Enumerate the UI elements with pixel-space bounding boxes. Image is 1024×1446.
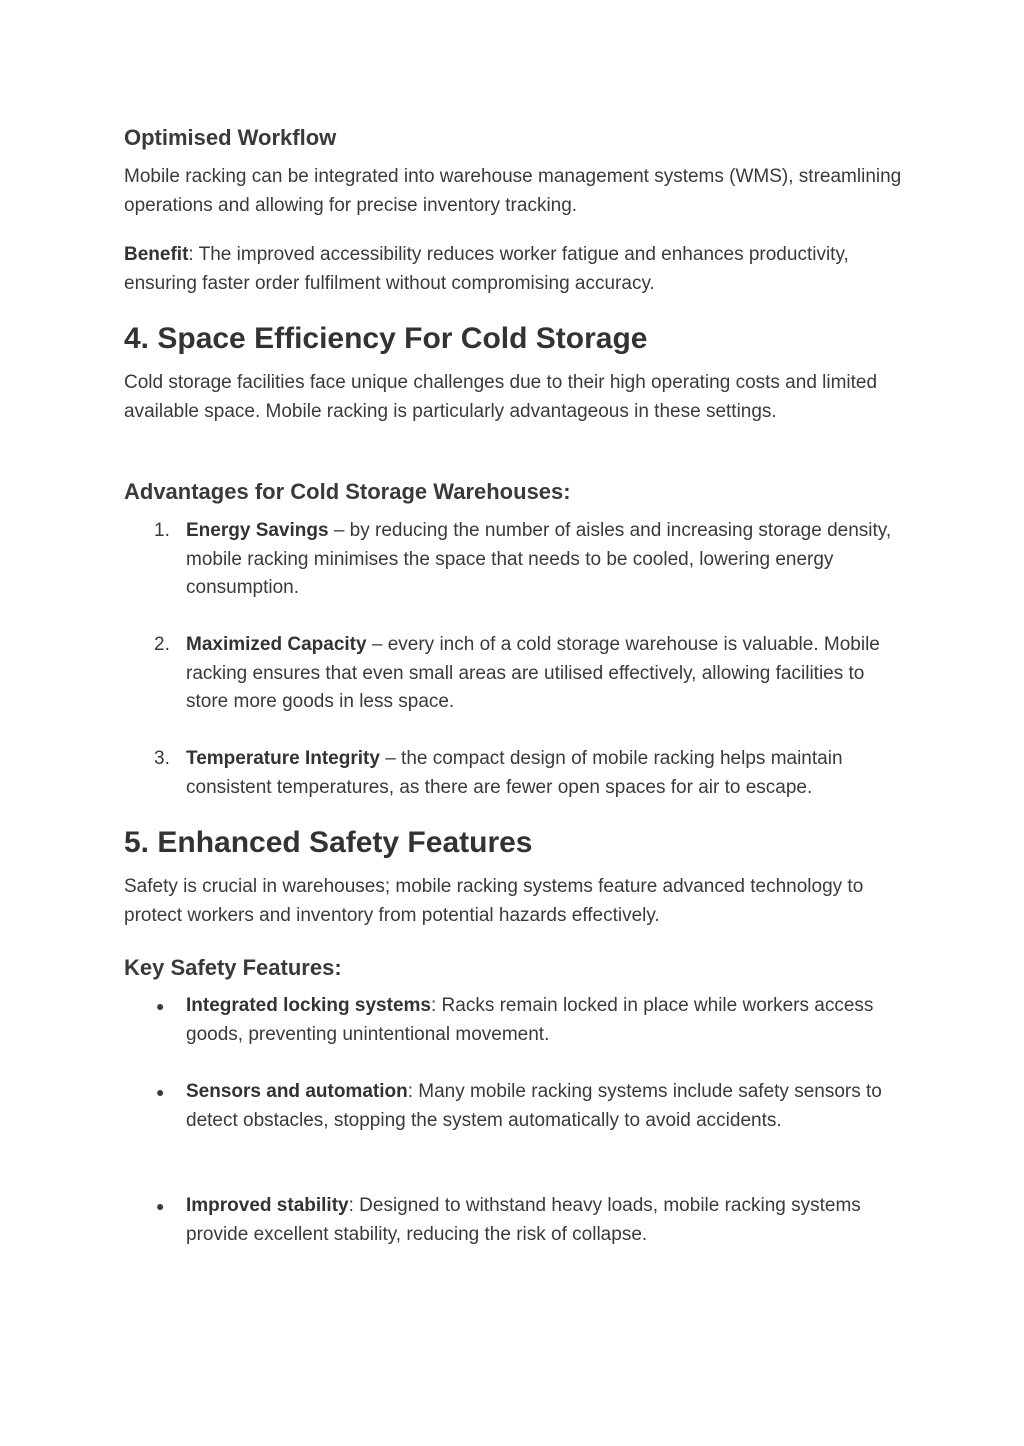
- list-item-title: Energy Savings: [186, 520, 329, 541]
- list-item-body: : Many mobile racking systems include safety sensors to detect obstacles, stopping the system automatically to avoid accidents.: [186, 1081, 882, 1131]
- list-item-title: Sensors and automation: [186, 1081, 408, 1102]
- section-5-heading: 5. Enhanced Safety Features: [124, 826, 533, 859]
- safety-features-heading: Key Safety Features:: [124, 955, 342, 980]
- section-4-intro: Cold storage facilities face unique challenges due to their high operating costs and limited available space. Mobile racking is particularly advantageous in these settings.: [124, 372, 878, 422]
- list-item-title: Integrated locking systems: [186, 995, 431, 1016]
- bullet-icon: ●: [156, 998, 165, 1014]
- list-item-text: [186, 517, 901, 603]
- section-5-intro: Safety is crucial in warehouses; mobile racking systems feature advanced technology to protect workers and inventory from potential hazards effectively.: [124, 876, 864, 926]
- list-item-body: : Designed to withstand heavy loads, mobile racking systems provide excellent stability, reducing the risk of collapse.: [186, 1195, 861, 1245]
- bullet-icon: ●: [156, 1084, 165, 1100]
- list-item-body: – the compact design of mobile racking helps maintain consistent temperatures, as there are fewer open spaces for air to escape.: [186, 748, 843, 798]
- list-item-title: Maximized Capacity: [186, 634, 367, 655]
- workflow-body: Mobile racking can be integrated into warehouse management systems (WMS), streamlining operations and allowing for precise inventory tracking.: [124, 166, 902, 216]
- list-item-text: [186, 745, 901, 802]
- list-number: 1.: [154, 520, 170, 541]
- list-item-text: [186, 1192, 901, 1249]
- list-item-body: – by reducing the number of aisles and increasing storage density, mobile racking minimises the space that needs to be cooled, lowering energy consumption.: [186, 520, 892, 598]
- list-item-text: [186, 992, 901, 1049]
- list-item-title: Temperature Integrity: [186, 748, 380, 769]
- benefit-paragraph: [124, 241, 904, 298]
- list-number: 2.: [154, 634, 170, 655]
- workflow-heading: Optimised Workflow: [124, 125, 337, 150]
- list-item-text: [186, 1078, 901, 1135]
- benefit-label: Benefit: [124, 244, 189, 265]
- list-item-body: : Racks remain locked in place while workers access goods, preventing unintentional movement.: [186, 995, 874, 1045]
- benefit-text: : The improved accessibility reduces worker fatigue and enhances productivity, ensuring faster order fulfilment without compromising accuracy.: [124, 244, 849, 294]
- list-item-text: [186, 631, 901, 717]
- cold-storage-advantages-heading: Advantages for Cold Storage Warehouses:: [124, 479, 571, 504]
- list-number: 3.: [154, 748, 170, 769]
- list-item-body: – every inch of a cold storage warehouse is valuable. Mobile racking ensures that even small areas are utilised effectively, allowing facilities to store more goods in less space.: [186, 634, 880, 712]
- section-4-heading: 4. Space Efficiency For Cold Storage: [124, 322, 648, 355]
- bullet-icon: ●: [156, 1198, 165, 1214]
- list-item-title: Improved stability: [186, 1195, 349, 1216]
